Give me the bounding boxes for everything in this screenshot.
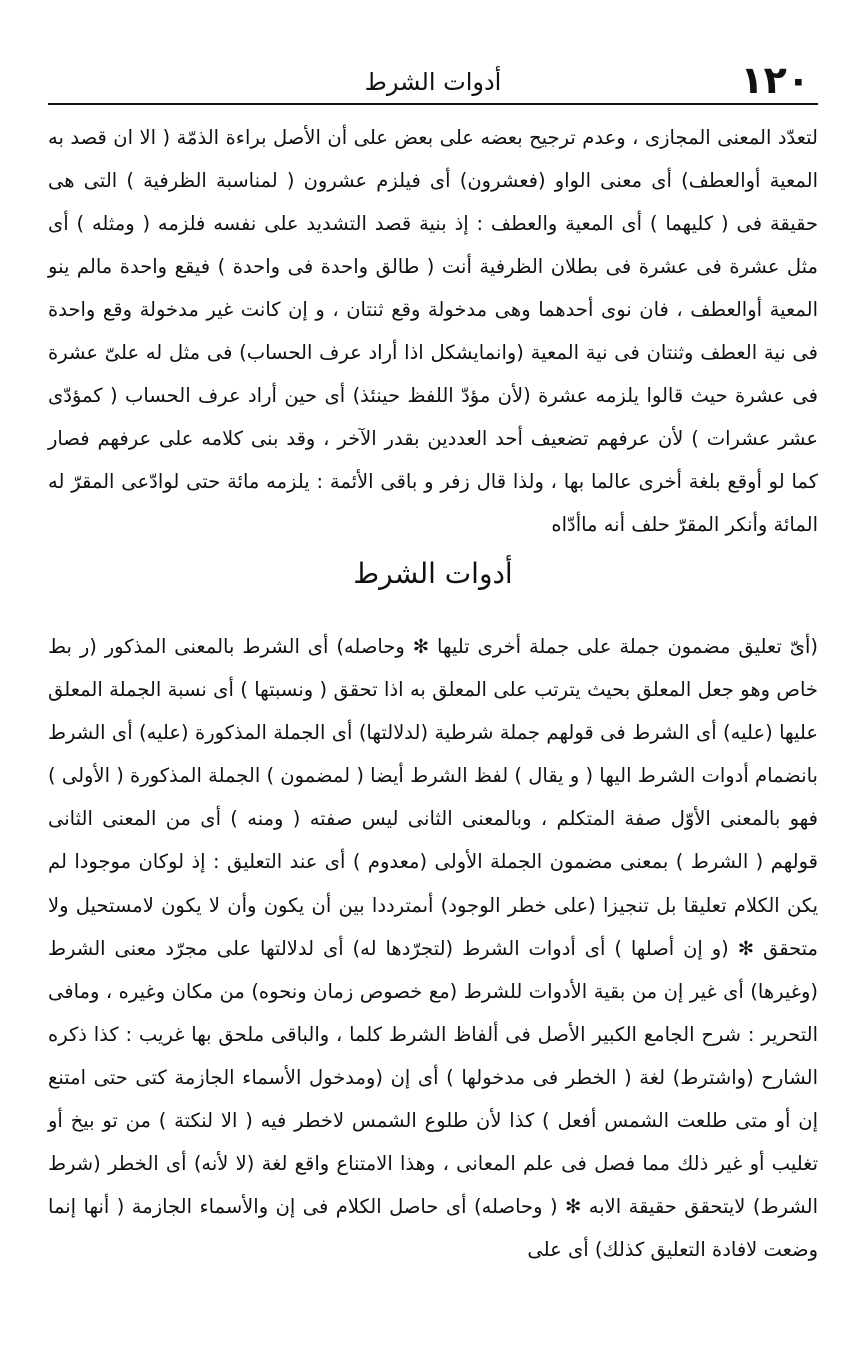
section-heading: أدوات الشرط bbox=[353, 557, 513, 590]
book-page bbox=[48, 0, 818, 1351]
header-rule bbox=[48, 103, 818, 105]
body-paragraph-2: (أىّ تعليق مضمون جملة على جملة أخرى تليها ✻ وحاصله) أى الشرط بالمعنى المذكور (ر بط خاص وهو جعل المعلق بحيث يترتب على المعلق به اذا تحقق ( ونسبتها ) أى نسبة الجملة المعلق عليها (عليه) أى الشرط فى قولهم جملة شرطية (لدلالتها) أى الجملة المذكورة (عليه) أى الشرط بانضمام أدوات الشرط اليها ( و يقال ) لفظ الشرط أيضا ( لمضمون ) الجملة المذكورة ( الأولى ) فهو بالمعنى الأوّل صفة المتكلم ، وبالمعنى الثانى ليس صفته ( ومنه ) أى من المعنى الثانى قولهم ( الشرط ) بمعنى مضمون الجملة الأولى (معدوم ) أى عند التعليق : إذ لوكان موجودا لم يكن الكلام تعليقا بل تنجيزا (على خطر الوجود) أىمترددا بين أن يكون وأن لا يكون لامستحيل ولا متحقق ✻ (و إن أصلها ) أى أدوات الشرط (لتجرّدها له) أى لدلالتها على مجرّد معنى الشرط (وغيرها) أى غير إن من بقية الأدوات للشرط (مع خصوص زمان ونحوه) من مكان وغيره ، ومافى التحرير : شرح الجامع الكبير الأصل فى ألفاظ الشرط كلما ، والباقى ملحق بها غريب : كذا ذكره الشارح (واشترط) لغة ( الخطر فى مدخولها ) أى إن (ومدخول الأسماء الجازمة كتى حتى امتنع إن أو متى طلعت الشمس أفعل ) كذا لأن طلوع الشمس لاخطر فيه ( الا لنكتة ) من تو بيخ أو تغليب أو غير ذلك مما فصل فى علم المعانى ، وهذا الامتناع واقع لغة (لا لأنه) أى الخطر (شرط الشرط) لايتحقق حقيقة الابه ✻ ( وحاصله) أى حاصل الكلام فى إن والأسماء الجازمة ( أنها إنما وضعت لافادة التعليق كذلك) أى على bbox=[48, 635, 818, 1262]
page-header bbox=[48, 58, 818, 102]
body-paragraph-1: لتعدّد المعنى المجازى ، وعدم ترجيح بعضه على بعض على أن الأصل براءة الذمّة ( الا ان قصد به المعية أوالعطف) أى معنى الواو (فعشرون) أى فيلزم عشرون ( لمناسبة الظرفية ) التى هى حقيقة فى ( كليهما ) أى المعية والعطف : إذ بنية قصد التشديد على نفسه فلزمه ( ومثله ) أى مثل عشرة فى عشرة فى بطلان الظرفية أنت ( طالق واحدة فى واحدة ) فيقع واحدة مالم ينو المعية أوالعطف ، فان نوى أحدهما وهى مدخولة وقع ثنتان ، و إن كانت غير مدخولة وقع واحدة فى نية العطف وثنتان فى نية المعية (وانمايشكل اذا أراد عرف الحساب) فى مثل له علىّ عشرة فى عشرة حيث قالوا يلزمه عشرة (لأن مؤدّ اللفظ حينئذ) أى حين أراد عرف الحساب ( كمؤدّى عشر عشرات ) لأن عرفهم تضعيف أحد العددين بقدر الآخر ، وقد بنى كلامه على عرفهم فصار كما لو أوقع بلغة أخرى عالما بها ، ولذا قال زفر و باقى الأئمة : يلزمه مائة حتى لوادّعى المقرّ له المائة وأنكر المقرّ حلف أنه ماأدّاه bbox=[48, 126, 818, 536]
running-title: أدوات الشرط bbox=[364, 68, 502, 96]
page-number: ١٢٠ bbox=[740, 58, 810, 102]
